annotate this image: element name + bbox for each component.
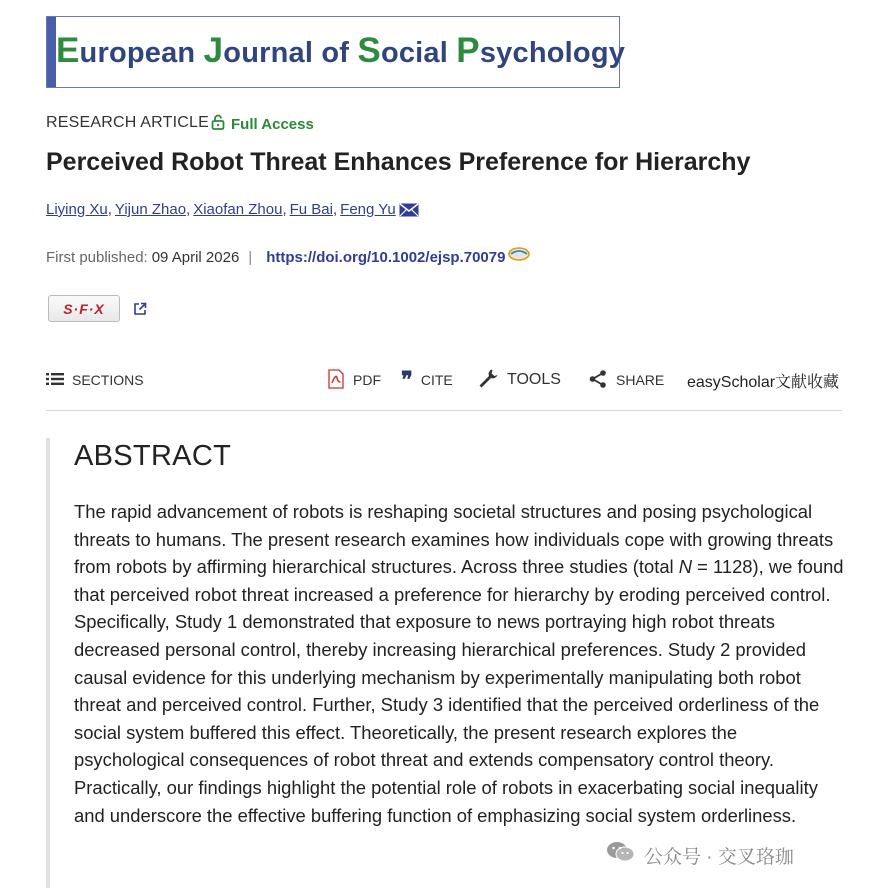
publication-info — [46, 249, 531, 266]
journal-word: ocial — [380, 37, 457, 69]
quote-icon: ❞ — [401, 367, 413, 393]
pdf-label: PDF — [353, 372, 381, 388]
tools-label: TOOLS — [507, 371, 561, 388]
sample-size-symbol: N — [678, 556, 693, 578]
journal-word: ournal of — [223, 37, 358, 69]
author-link[interactable]: Xiaofan Zhou — [193, 201, 283, 218]
article-title: Perceived Robot Threat Enhances Preference for Hierarchy — [46, 148, 751, 176]
author-link[interactable]: Liying Xu — [46, 201, 108, 218]
author-separator: , — [107, 201, 112, 218]
author-separator: , — [282, 201, 287, 218]
wechat-icon — [606, 840, 636, 870]
divider: | — [248, 249, 253, 266]
banner-accent-bar — [47, 17, 56, 87]
author-link[interactable]: Fu Bai — [289, 201, 333, 218]
access-label: Full Access — [231, 115, 314, 133]
watermark-text: 公众号 · 交叉珞珈 — [644, 846, 794, 868]
tools-button[interactable] — [477, 364, 561, 396]
easyscholar-button[interactable] — [687, 364, 839, 396]
sections-button[interactable] — [46, 364, 144, 396]
article-toolbar — [46, 364, 842, 396]
unlock-icon — [211, 114, 225, 134]
email-icon[interactable] — [399, 203, 419, 217]
pdf-button[interactable] — [327, 364, 381, 396]
author-link[interactable]: Yijun Zhao — [114, 201, 187, 218]
author-list — [46, 201, 419, 218]
abstract-heading: ABSTRACT — [74, 440, 232, 472]
cite-button[interactable] — [401, 364, 453, 396]
author-separator: , — [332, 201, 338, 218]
list-icon — [46, 372, 64, 389]
access-badge — [211, 114, 314, 134]
wrench-icon — [477, 367, 499, 394]
abstract-text-part: The rapid advancement of robots is reshaping societal structures and posing psychological threats to humans. The present research examines how individuals cope with growing threats from robots by affirming hierarchical structures. Across three studies (total — [74, 501, 834, 578]
journal-word: sychology — [479, 37, 626, 69]
share-button[interactable] — [588, 364, 664, 396]
journal-banner[interactable] — [46, 16, 626, 88]
published-label: First published: — [46, 249, 148, 266]
author-link[interactable]: Feng Yu — [340, 201, 396, 218]
abstract-body — [74, 498, 844, 829]
article-type: RESEARCH ARTICLE — [46, 114, 209, 131]
sfx-label: S·F·X — [63, 300, 105, 317]
journal-cap-letter: E — [56, 31, 80, 70]
published-date: 09 April 2026 — [151, 249, 240, 266]
easyscholar-label: easyScholar文献收藏 — [687, 373, 840, 391]
pdf-icon — [327, 369, 345, 392]
journal-cap-letter: J — [203, 31, 224, 70]
journal-word: uropean — [79, 37, 204, 69]
sections-label: SECTIONS — [72, 372, 144, 388]
cite-label: CITE — [420, 372, 453, 388]
journal-cap-letter: S — [357, 31, 381, 70]
toolbar-divider — [46, 410, 842, 411]
wechat-watermark — [606, 840, 794, 870]
external-link-icon[interactable] — [133, 302, 147, 321]
journal-title — [56, 31, 625, 71]
sfx-button[interactable] — [48, 295, 120, 322]
share-label: SHARE — [616, 372, 665, 388]
abstract-text-part: = 1128), we found that perceived robot threat increased a preference for hierarchy by eroding perceived control. Specifically, Study 1 demonstrated that exposure to news portraying high robot threats decreased personal control, thereby increasing hierarchical preferences. Study 2 provided causal evidence for this underlying mechanism by experimentally manipulating both robot threat and perceived control. Further, Study 3 identified that the perceived orderliness of the social system buffered this effect. Theoretically, the present research explores the psychological consequences of robot threat and extends compensatory control theory. Practically, our findings highlight the potential role of robots in exacerbating social inequality and underscore the effective buffering function of emphasizing social system orderliness. — [74, 556, 844, 826]
author-separator: , — [186, 201, 191, 218]
doi-link[interactable]: https://doi.org/10.1002/ejsp.70079 — [266, 249, 506, 266]
share-icon — [588, 369, 608, 392]
journal-cap-letter: P — [456, 31, 480, 70]
crossref-icon[interactable] — [507, 245, 531, 263]
